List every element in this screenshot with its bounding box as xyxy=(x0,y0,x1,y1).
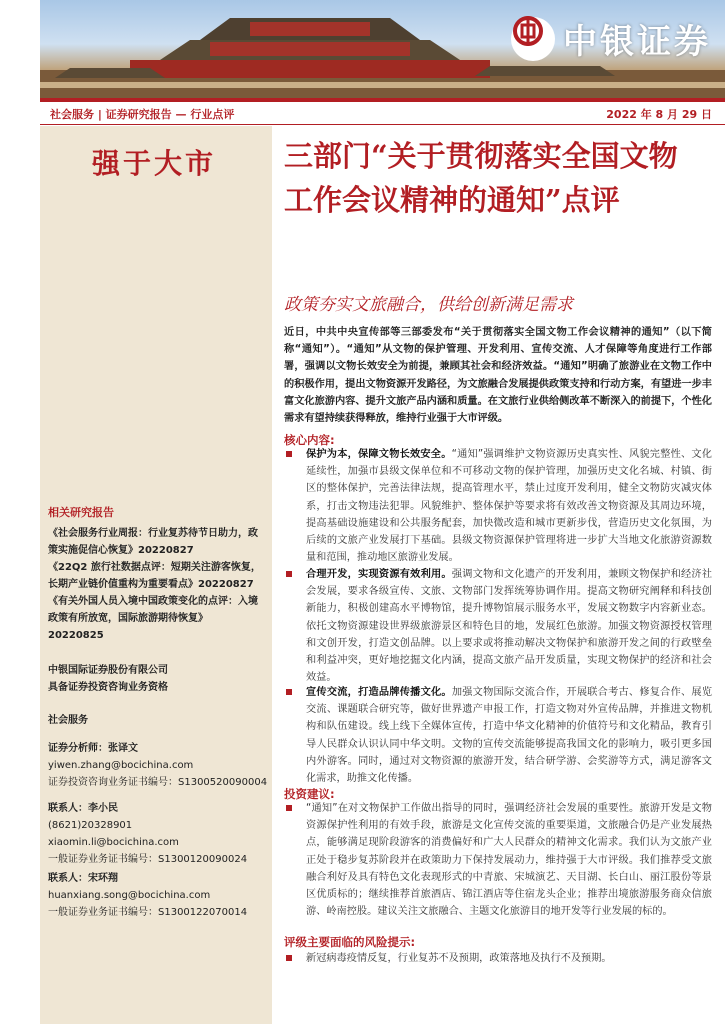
divider xyxy=(40,124,725,125)
bullet-icon xyxy=(286,571,292,577)
contact-phone: (8621)20328901 xyxy=(48,820,133,831)
related-heading: 相关研究报告 xyxy=(48,506,114,519)
brand-logo xyxy=(511,14,711,63)
core-item xyxy=(284,446,712,566)
risk-heading: 评级主要面临的风险提示: xyxy=(284,935,416,949)
brand-name: 中银证券 xyxy=(563,22,711,62)
analyst-email[interactable]: yiwen.zhang@bocichina.com xyxy=(48,760,194,771)
related-item[interactable]: 《有关外国人员入境中国政策变化的点评：入境政策有所放宽，国际旅游期待恢复》20220825 xyxy=(48,596,258,641)
company-info xyxy=(48,662,168,696)
core-item-lead: 宣传交流，打造品牌传播文化。 xyxy=(306,687,452,698)
risk-item xyxy=(284,950,712,967)
report-date: 2022 年 8 月 29 日 xyxy=(606,108,712,121)
bullet-icon xyxy=(286,955,292,961)
report-subtitle: 政策夯实文旅融合，供给创新满足需求 xyxy=(284,295,573,315)
contact-block xyxy=(48,800,247,868)
contact-block xyxy=(48,870,247,921)
contact-cert: 一般证券业务证书编号：S1300122070014 xyxy=(48,907,248,918)
core-item xyxy=(284,684,712,787)
core-item-text: “通知”强调维护文物资源历史真实性、风貌完整性、文化延续性，加强市县级文保单位和不可移动文物的保护管理，加强历史文化名城、村镇、街区的整体保护，完善法律法规，提高管理水平，禁止过度开发利用，健全文物防灾减灾体系，打击文物违法犯罪。风貌维护、整体保护等要求将有效改善文物资源及其周边环境，提高基础设施建设和公共服务配套，加快微改造和城市更新步伐，营造历史文化氛围，为后续的文旅产业发展打下基础。县级文物资源保护管理将进一步扩大当地文化旅游资源数量和范围，推动地区旅游业发展。 xyxy=(306,449,712,564)
bank-logo-icon xyxy=(511,17,555,61)
core-item-lead: 保护为本，保障文物长效安全。 xyxy=(306,449,452,460)
report-meta xyxy=(44,104,720,124)
core-item xyxy=(284,566,712,686)
contact-email[interactable]: xiaomin.li@bocichina.com xyxy=(48,837,179,848)
core-item-lead: 合理开发，实现资源有效利用。 xyxy=(306,569,452,580)
analyst-name: 证券分析师：张译文 xyxy=(48,743,138,754)
contact-name: 联系人：李小民 xyxy=(48,803,118,814)
sector-label: 社会服务 xyxy=(48,715,88,726)
core-item-text: 强调文物和文化遗产的开发利用，兼顾文物保护和经济社会发展，要求各级宣传、文旅、文物部门发挥统筹协调作用。提高文物研究阐释和科技创新能力，积极创建高水平博物馆，提升博物馆展示服务水平，发展文物数字内容新业态。依托文物资源建设世界级旅游景区和特色目的地，发展红色旅游。加强文物资源授权管理和文创开发，打造文创品牌。以上要求或将推动解决文物保护和旅游开发之间的行政壁垒和利益冲突，更好地挖掘文化内涵，提高文旅产品开发质量，实现文物保护的经济和社会效益。 xyxy=(306,569,712,684)
report-category: 社会服务 | 证券研究报告 — 行业点评 xyxy=(50,108,235,121)
header-banner xyxy=(40,0,725,98)
related-item[interactable]: 《22Q2 旅行社数据点评：短期关注游客恢复，长期产业链价值重构为重要看点》20220827 xyxy=(48,562,261,590)
risk-text: 新冠病毒疫情反复，行业复苏不及预期，政策落地及执行不及预期。 xyxy=(306,953,612,964)
related-item[interactable]: 《社会服务行业周报：行业复苏待节日助力，政策实施促信心恢复》20220827 xyxy=(48,528,258,556)
company-qualification: 具备证券投资咨询业务资格 xyxy=(48,682,168,693)
core-item-text: 加强文物国际交流合作，开展联合考古、修复合作、展览交流、课题联合研究等，做好世界遗产申报工作，打造文物对外宣传品牌，并推进文物机构和队伍建设。线上线下全媒体宣传，打造中华文化精神的价值符号和文化精品，教育引导人民群众认识认同中华文明。文物的宣传交流能够提高我国文化的影响力，吸引更多国内外游客。同时，通过对文物资源的旅游开发，结合研学游、会奖游等方式，满足游客文化需求，助推文化传播。 xyxy=(306,687,712,785)
advice-text: “通知”在对文物保护工作做出指导的同时，强调经济社会发展的重要性。旅游开发是文物资源保护性利用的有效手段，旅游是文化宣传交流的重要渠道，文旅融合仍是产业发展热点，能够满足现阶段游客的消费偏好和广大人民群众的精神文化需求。我们认为文旅产业正处于稳步复苏阶段并在政策助力下保持发展动力，维持强于大市评级。我们推荐受文旅融合利好及具有特色文化表现形式的中青旅、宋城演艺、天目湖、长白山、丽江股份等景区优质标的；继续推荐首旅酒店、锦江酒店等住宿龙头企业；推荐出境旅游服务商众信旅游、岭南控股。建议关注文旅融合、主题文化旅游目的地开发等行业发展的标的。 xyxy=(306,803,712,918)
contact-name: 联系人：宋环翔 xyxy=(48,873,118,884)
advice-item xyxy=(284,800,712,920)
rating-box xyxy=(40,126,272,194)
bullet-icon xyxy=(286,805,292,811)
sidebar xyxy=(40,126,272,1024)
advice-heading: 投资建议: xyxy=(284,787,335,801)
header-bar xyxy=(40,98,725,102)
report-abstract: 近日，中共中央宣传部等三部委发布“关于贯彻落实全国文物工作会议精神的通知”（以下简称“通知”）。“通知”从文物的保护管理、开发利用、宣传交流、人才保障等角度进行工作部署，强调以文物长效安全为前提，兼顾其社会和经济效益。“通知”明确了旅游业在文物工作中的积极作用，提出文物资源开发路径，为文旅融合发展提供政策支持和行动方案，有望进一步丰富文化旅游内容、提升文旅产品内涵和质量。在文旅行业供给侧改革不断深入的前提下，个性化需求有望持续获得释放，维持行业强于大市评级。 xyxy=(284,327,712,425)
analyst-block xyxy=(48,740,267,791)
company-name: 中银国际证券股份有限公司 xyxy=(48,665,168,676)
industry-rating: 强于大市 xyxy=(92,147,217,180)
bullet-icon xyxy=(286,689,292,695)
core-heading: 核心内容: xyxy=(284,433,335,447)
contact-email[interactable]: huanxiang.song@bocichina.com xyxy=(48,890,211,901)
contact-cert: 一般证券业务证书编号：S1300120090024 xyxy=(48,854,248,865)
bullet-icon xyxy=(286,451,292,457)
sidebar-body xyxy=(40,194,272,1024)
report-title: 三部门“关于贯彻落实全国文物工作会议精神的通知”点评 xyxy=(284,139,678,217)
related-reports xyxy=(48,504,262,644)
analyst-cert: 证券投资咨询业务证书编号：S1300520090004 xyxy=(48,777,268,788)
